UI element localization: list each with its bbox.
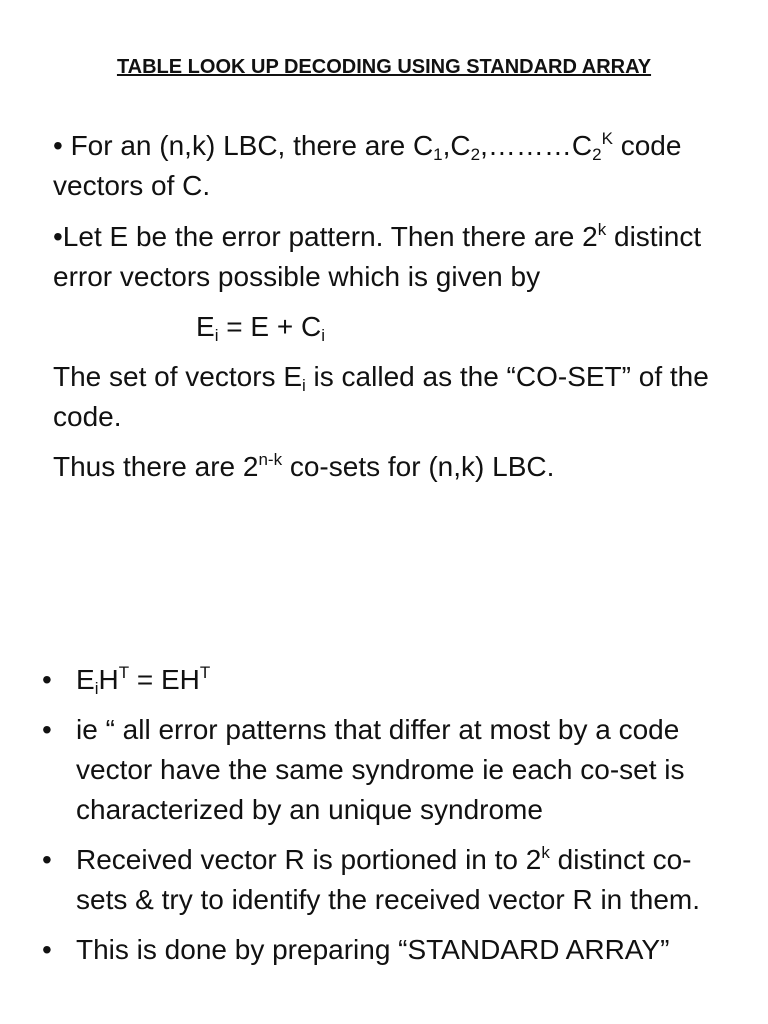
text: is called as the “CO-SET” of the code.	[53, 361, 709, 432]
text: = EH	[129, 664, 200, 695]
text: distinct co-sets & try to identify the received vector R in them.	[76, 844, 701, 915]
subscript: 2	[592, 145, 602, 164]
text: = E + C	[218, 311, 322, 342]
text: This is done by preparing “STANDARD ARRAY”	[76, 934, 670, 965]
slide-title: TABLE LOOK UP DECODING USING STANDARD ARRAY	[116, 56, 652, 78]
subscript: i	[302, 376, 306, 395]
equation	[196, 307, 696, 347]
superscript: T	[199, 663, 211, 682]
bullet-icon: •	[42, 664, 52, 695]
superscript: T	[118, 663, 130, 682]
superscript: k	[597, 220, 607, 239]
subscript: 1	[433, 145, 443, 164]
text: E	[76, 664, 95, 695]
bullet-item-standard-array	[42, 930, 742, 970]
text: ,………C	[480, 130, 593, 161]
subscript: 2	[470, 145, 481, 164]
text: •Let E be the error pattern. Then there are 2	[53, 221, 598, 252]
bullet-icon: •	[42, 934, 52, 965]
text: ,C	[442, 130, 471, 161]
text: co-sets for (n,k) LBC.	[282, 451, 555, 482]
superscript: n-k	[258, 450, 283, 469]
text: • For an (n,k) LBC, there are C	[53, 130, 434, 161]
text: code vectors of C.	[53, 130, 682, 201]
bullet-icon: •	[42, 844, 52, 875]
subscript: i	[94, 679, 99, 698]
subscript: i	[214, 326, 219, 345]
bullet-item-syndrome-equation	[42, 660, 742, 700]
bullet-list	[42, 660, 742, 980]
text: The set of vectors E	[53, 361, 302, 392]
paragraph-co-set	[53, 357, 743, 437]
paragraph-error-pattern	[53, 217, 743, 297]
paragraph-code-vectors	[53, 126, 743, 206]
superscript: K	[601, 129, 613, 148]
bullet-item-same-syndrome	[42, 710, 742, 830]
bullet-item-received-vector	[42, 840, 742, 920]
text: distinct error vectors possible which is given by	[53, 221, 702, 292]
text: ie “ all error patterns that differ at most by a code vector have the same syndrome ie each co-set is characterized by an unique syndrome	[76, 714, 685, 825]
text: Received vector R is portioned in to 2	[76, 844, 542, 875]
bullet-icon: •	[42, 714, 52, 745]
paragraph-co-set-count	[53, 447, 743, 487]
text: Thus there are 2	[53, 451, 259, 482]
superscript: k	[541, 843, 550, 862]
subscript: i	[321, 326, 325, 345]
text: H	[98, 664, 119, 695]
text: E	[196, 311, 215, 342]
